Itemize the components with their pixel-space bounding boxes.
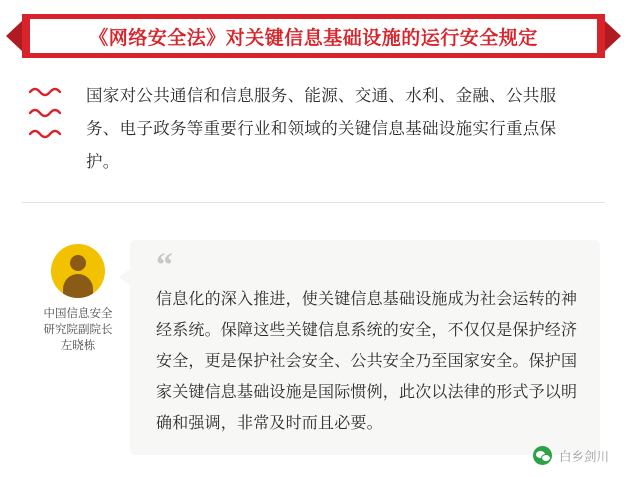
avatar-caption-line-3: 左晓栋 — [60, 340, 96, 352]
quote-text: 信息化的深入推进，使关键信息基础设施成为社会运转的神经系统。保障这些关键信息系统的安全，不仅仅是保护经济安全，更是保护社会安全、公共安全乃至国家安全。保护国家关键信息基础设施是国际惯例，此次以法律的形式予以明确和强调，非常及时而且必要。 — [156, 291, 578, 432]
wechat-bubble-2 — [541, 454, 551, 462]
avatar-body — [63, 274, 93, 298]
banner — [22, 14, 605, 58]
avatar-caption — [28, 306, 128, 354]
squiggle-lines-icon — [28, 84, 72, 146]
avatar-caption-line-1: 中国信息安全 — [43, 308, 113, 320]
avatar-column — [28, 244, 128, 354]
banner-bar — [22, 14, 605, 58]
paragraph-card — [22, 58, 605, 203]
banner-title: 《网络安全法》对关键信息基础设施的运行安全规定 — [89, 27, 538, 49]
avatar-caption-line-2: 研究院副院长 — [43, 324, 113, 336]
quote-bubble — [130, 240, 600, 455]
banner-inner — [30, 19, 597, 53]
footer — [533, 446, 609, 465]
wechat-icon — [533, 446, 552, 465]
quote-section — [22, 240, 605, 455]
ribbon-tail-right-icon — [605, 21, 621, 51]
paragraph-text: 国家对公共通信和信息服务、能源、交通、水利、金融、公共服务、电子政务等重要行业和领域的关键信息基础设施实行重点保护。 — [86, 87, 557, 171]
quote-mark-icon: “ — [156, 247, 173, 284]
ribbon-tail-left-icon — [6, 21, 22, 51]
person-avatar-icon — [51, 244, 105, 298]
footer-account-name: 白乡剑川 — [558, 449, 609, 464]
avatar-head — [70, 255, 86, 271]
